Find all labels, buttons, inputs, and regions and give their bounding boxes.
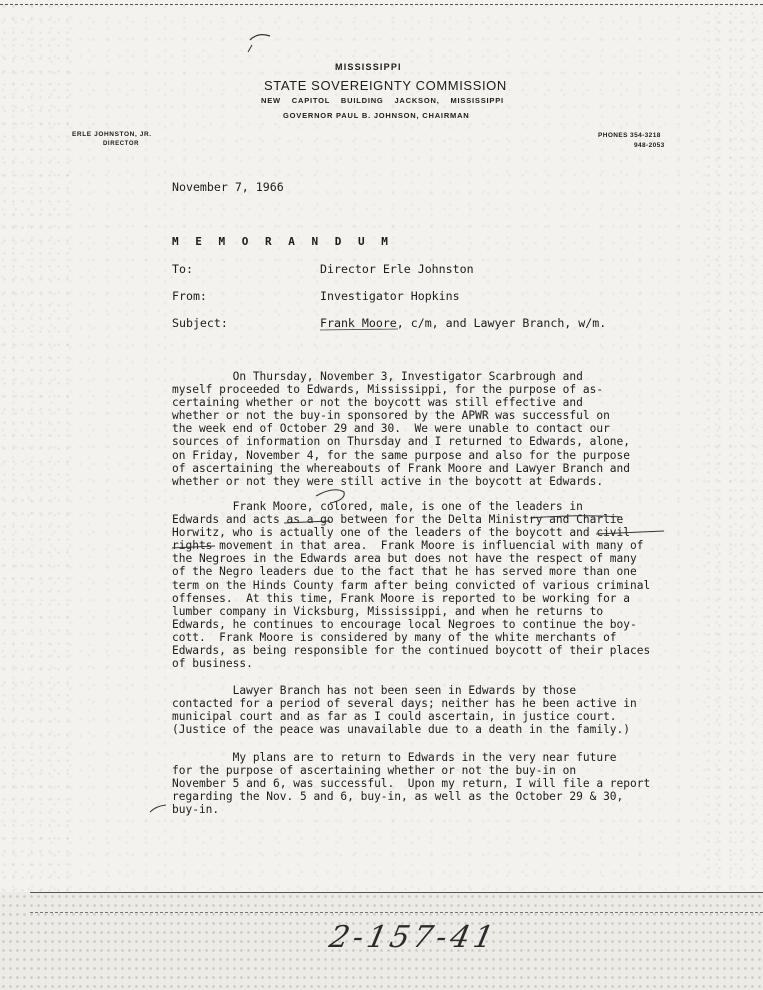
letterhead-phones-line2: 948-2053	[634, 142, 665, 149]
to-value: Director Erle Johnston	[320, 262, 474, 276]
subject-label: Subject:	[172, 316, 228, 330]
letterhead-commission: STATE SOVEREIGNTY COMMISSION	[264, 78, 507, 93]
scan-noise-left	[0, 0, 70, 990]
bottom-rule	[30, 892, 763, 893]
pen-mark-top-tick	[248, 45, 252, 52]
pen-mark-top	[250, 35, 270, 40]
body-paragraph-4: My plans are to return to Edwards in the very near future for the purpose of ascertaining whether or not the buy-in on November 5 and 6, was successful. Upon my return, I will file a report regarding the Nov. 5 and 6, buy-in, as well as the October 29 & 30, buy-in.	[172, 751, 651, 817]
body-paragraph-2: Frank Moore, colored, male, is one of the leaders in Edwards and acts as a go between for the Delta Ministry and Charlie Horwitz, who is actually one of the leaders of the boycott and civil rights movement in that area. Frank Moore is influencial with many of the Negroes in the Edwards area but does not have the respect of many of the Negro leaders due to the fact that he has served more than one term on the Hinds County farm after being convicted of various criminal offenses. At this time, Frank Moore is reported to be working for a lumber company in Vicksburg, Mississippi, and when he returns to Edwards, he continues to encourage local Negroes to continue the boy- cott. Frank Moore is considered by many of the white merchants of Edwards, as being responsible for the continued boycott of their places of business.	[172, 500, 651, 671]
memo-date: November 7, 1966	[172, 180, 284, 194]
letterhead-director-title: DIRECTOR	[103, 141, 140, 147]
body-paragraph-3: Lawyer Branch has not been seen in Edwards by those contacted for a period of several days; neither has he been active in municipal court and as far as I could ascertain, in justice court. (Justice of the peace was unavailable due to a death in the family.)	[172, 684, 637, 737]
letterhead-director-name: ERLE JOHNSTON, JR.	[72, 131, 152, 138]
scan-noise-right	[703, 0, 763, 990]
handwritten-file-number: 2-157-41	[326, 920, 501, 955]
pen-mark-left-margin	[150, 805, 166, 812]
top-edge-rule	[0, 4, 763, 5]
memo-title: M E M O R A N D U M	[172, 235, 393, 248]
body-paragraph-1: On Thursday, November 3, Investigator Scarbrough and myself proceeded to Edwards, Mississippi, for the purpose of as- certaining whether or not the boycott was still effective and whether or not the buy-in sponsored by the APWR was successful on the week end of October 29 and 30. We were unable to contact our sources of information on Thursday and I returned to Edwards, alone, on Friday, November 4, for the same purpose and also for the purpose of ascertaining the whereabouts of Frank Moore and Lawyer Branch and whether or not they were still active in the boycott at Edwards.	[172, 370, 631, 488]
letterhead-governor: GOVERNOR PAUL B. JOHNSON, CHAIRMAN	[283, 111, 470, 120]
letterhead-state: MISSISSIPPI	[335, 62, 402, 72]
from-value: Investigator Hopkins	[320, 289, 460, 303]
from-label: From:	[172, 289, 207, 303]
subject-value: Frank Moore, c/m, and Lawyer Branch, w/m.	[320, 316, 607, 330]
bottom-rule-dashed	[30, 912, 763, 913]
letterhead-phones-line1: PHONES 354-3218	[598, 132, 661, 139]
letterhead-address: NEW CAPITOL BUILDING JACKSON, MISSISSIPPI	[261, 96, 504, 105]
to-label: To:	[172, 262, 193, 276]
